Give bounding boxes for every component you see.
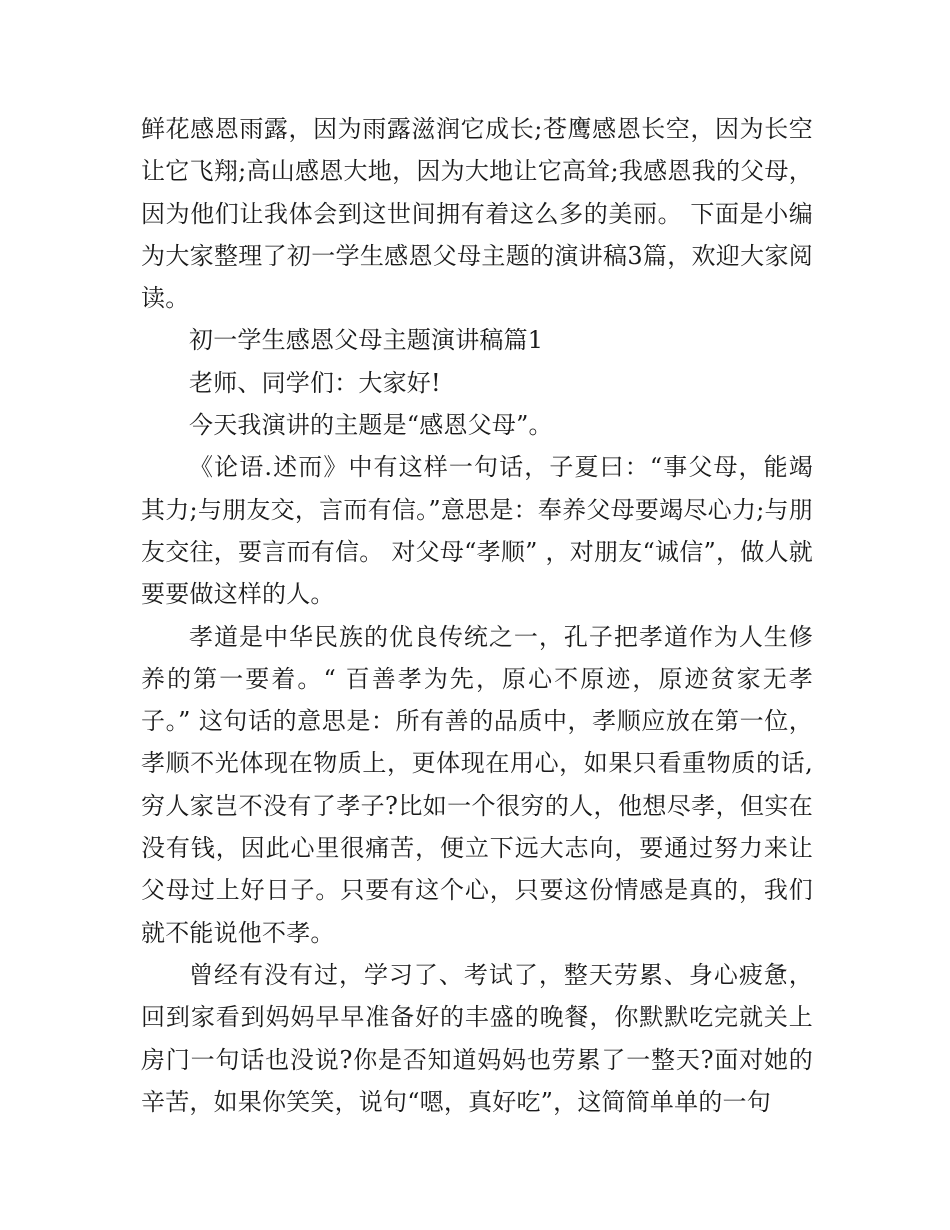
lunyu-paragraph: 《论语.述而》中有这样一句话，子夏曰：“事父母，能竭其力;与朋友交，言而有信。”意思是：奉养父母要竭尽心力;与朋友交往，要言而有信。 对父母“孝顺” ，对朋友“诚信”，做人就要要做这样的人。 (141, 453, 813, 609)
document-page (141, 108, 813, 1123)
speech-title: 初一学生感恩父母主题演讲稿篇1 (189, 326, 544, 355)
topic-paragraph: 今天我演讲的主题是“感恩父母”。 (189, 411, 553, 440)
filial-piety-paragraph: 孝道是中华民族的优良传统之一，孔子把孝道作为人生修养的第一要着。“ 百善孝为先，原心不原迹，原迹贫家无孝子。” 这句话的意思是：所有善的品质中，孝顺应放在第一位，孝顺不光体现在物质上，更体现在用心，如果只看重物质的话,穷人家岂不没有了孝子?比如一个很穷的人，他想尽孝，但实在没有钱，因此心里很痛苦，便立下远大志向，要通过努力来让父母过上好日子。只要有这个心，只要这份情感是真的，我们就不能说他不孝。 (141, 622, 813, 947)
greeting-paragraph: 老师、同学们：大家好! (189, 368, 441, 397)
experience-paragraph: 曾经有没有过，学习了、考试了，整天劳累、身心疲惫，回到家看到妈妈早早准备好的丰盛的晚餐，你默默吃完就关上房门一句话也没说?你是否知道妈妈也劳累了一整天?面对她的辛苦，如果你笑笑，说句“嗯，真好吃”，这简简单单的一句 (141, 960, 813, 1116)
intro-paragraph: 鲜花感恩雨露，因为雨露滋润它成长;苍鹰感恩长空，因为长空让它飞翔;高山感恩大地，因为大地让它高耸;我感恩我的父母，因为他们让我体会到这世间拥有着这么多的美丽。 下面是小编为大家整理了初一学生感恩父母主题的演讲稿3篇，欢迎大家阅读。 (141, 115, 813, 313)
